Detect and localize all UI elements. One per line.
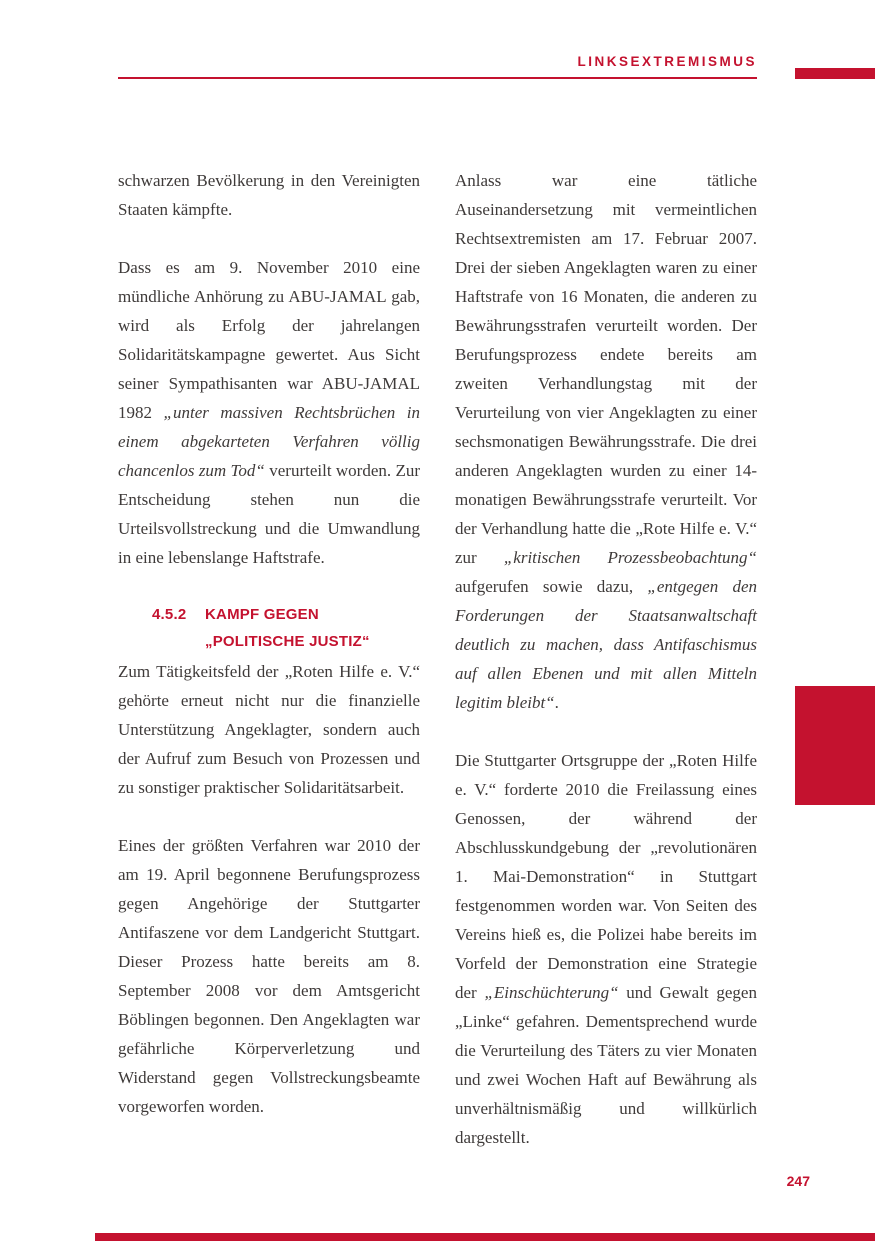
section-number: 4.5.2 xyxy=(152,606,187,623)
right-column xyxy=(455,166,757,1181)
body-text: Anlass war eine tätliche Auseinandersetzung mit vermeintlichen Rechtsextremisten am 17. Februar 2007. Drei der sieben Angeklagten waren zu einer Haftstrafe von 16 Monaten, die anderen zu Bewährungsstrafen verurteilt worden. Der Berufungsprozess endete bereits am zweiten Verhandlungstag mit der Verurteilung von vier Angeklagten zu einer sechsmonatigen Bewährungsstrafe. Die drei anderen Angeklagten wurden zu einer 14-monatigen Bewährungsstrafe verurteilt. Vor der Verhandlung hatte die „Rote Hilfe e. V.“ zur xyxy=(455,171,757,567)
chapter-title: LINKSEXTREMISMUS xyxy=(577,54,757,69)
body-text: . xyxy=(554,693,559,712)
two-column-text-area xyxy=(118,166,757,1181)
paragraph xyxy=(118,166,420,224)
paragraph xyxy=(118,253,420,572)
section-heading-line-1 xyxy=(152,601,420,628)
body-text: Eines der größten Verfahren war 2010 der am 19. April begonnene Berufungsprozess gegen Angehörige der Stuttgarter Antifaszene vor dem Landgericht Stuttgart. Dieser Prozess hatte bereits am 8. September 2008 vor dem Amtsgericht Böblingen begonnen. Den Angeklagten war gefährliche Körperverletzung und Widerstand gegen Vollstreckungsbeamte vorgeworfen worden. xyxy=(118,836,420,1116)
quoted-italic-text: „unter massiven Rechtsbrüchen in einem abgekarteten Verfahren völlig chancenlos zum Tod“ xyxy=(118,403,421,480)
paragraph xyxy=(455,166,757,717)
header-rule xyxy=(118,77,757,79)
section-title: „POLITISCHE JUSTIZ“ xyxy=(205,633,370,650)
chapter-thumb-tab xyxy=(795,686,875,805)
left-column xyxy=(118,166,420,1181)
section-heading xyxy=(152,601,420,655)
header-corner-bar xyxy=(795,68,875,79)
body-text: verurteilt worden. Zur Entscheidung stehen nun die Urteilsvollstreckung und die Umwandlung in eine lebenslange Haftstrafe. xyxy=(118,461,421,567)
running-header xyxy=(118,54,757,69)
paragraph xyxy=(118,831,420,1121)
quoted-italic-text: „Einschüchterung“ xyxy=(484,983,619,1002)
page-number: 247 xyxy=(786,1173,810,1189)
body-text: schwarzen Bevölkerung in den Vereinigten Staaten kämpfte. xyxy=(118,171,420,219)
footer-bar xyxy=(95,1233,875,1241)
quoted-italic-text: „kritischen Prozessbeobachtung“ xyxy=(503,548,757,567)
quoted-italic-text: „entgegen den Forderungen der Staatsanwaltschaft deutlich zu machen, dass Antifaschismus auf allen Ebenen und mit allen Mitteln legitim bleibt“ xyxy=(455,577,758,712)
section-title: KAMPF GEGEN xyxy=(205,606,319,623)
body-text: und Gewalt gegen „Linke“ gefahren. Dementsprechend wurde die Verurteilung des Täters zu vier Monaten und zwei Wochen Haft auf Bewährung als unverhältnismäßig und willkürlich dargestellt. xyxy=(455,983,757,1147)
body-text: Zum Tätigkeitsfeld der „Roten Hilfe e. V.“ gehörte erneut nicht nur die finanzielle Unterstützung Angeklagter, sondern auch der Aufruf zum Besuch von Prozessen und zu sonstiger praktischer Solidaritätsarbeit. xyxy=(118,662,420,797)
paragraph xyxy=(455,746,757,1152)
body-text: Die Stuttgarter Ortsgruppe der „Roten Hilfe e. V.“ forderte 2010 die Freilassung eines Genossen, der während der Abschlusskundgebung der „revolutionären 1. Mai-Demonstration“ in Stuttgart festgenommen worden war. Von Seiten des Vereins hieß es, die Polizei habe bereits im Vorfeld der Demonstration eine Strategie der xyxy=(455,751,757,1002)
body-text: aufgerufen sowie dazu, xyxy=(455,577,648,596)
paragraph xyxy=(118,657,420,802)
body-text: Dass es am 9. November 2010 eine mündliche Anhörung zu ABU-JAMAL gab, wird als Erfolg der jahrelangen Solidaritätskampagne gewertet. Aus Sicht seiner Sympathisanten war ABU-JAMAL 1982 xyxy=(118,258,420,422)
section-heading-line-2 xyxy=(205,628,420,655)
